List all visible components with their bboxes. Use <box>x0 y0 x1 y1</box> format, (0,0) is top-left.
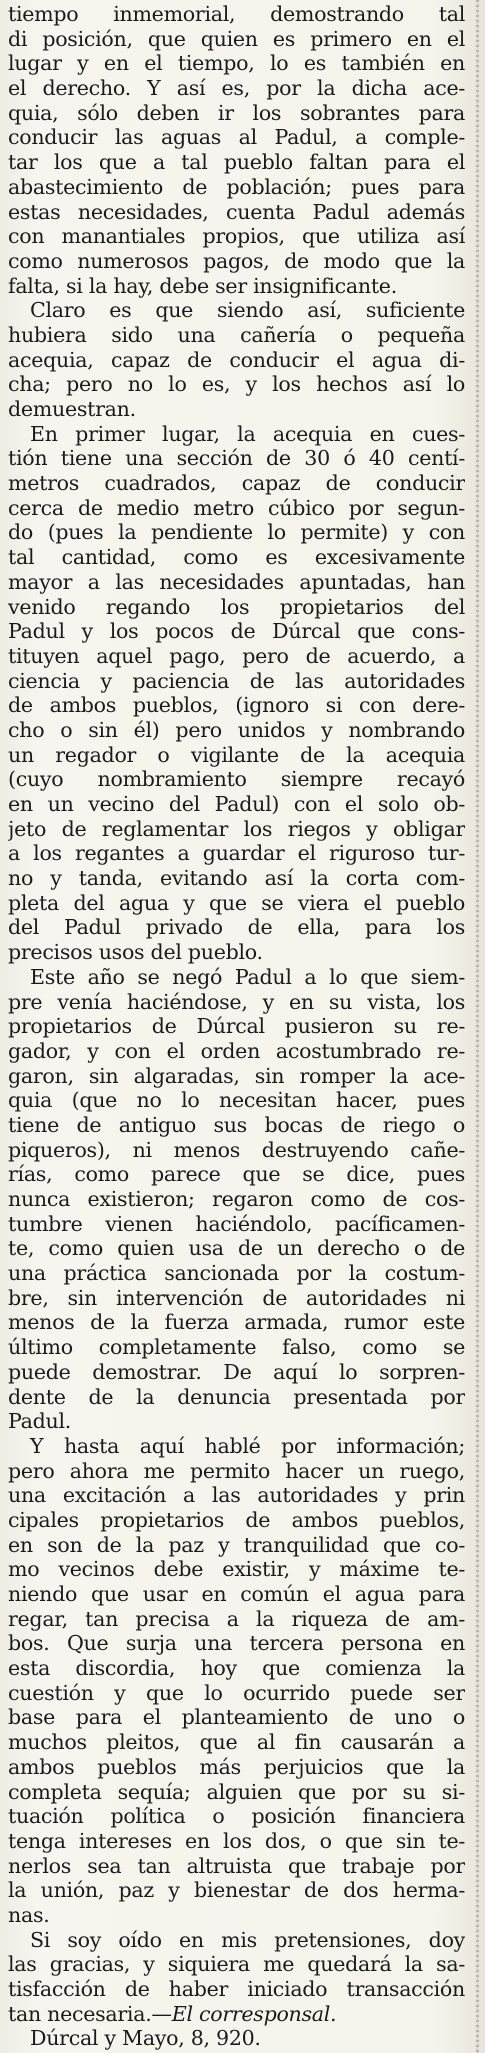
article-line: esta discordia, hoy que comienza la <box>8 1656 465 1681</box>
article-line: tiempo inmemorial, demostrando tal <box>8 2 465 26</box>
article-line: Claro es que siendo así, suficiente <box>30 298 465 323</box>
article-line: Si soy oído en mis pretensiones, doy <box>30 1927 465 1952</box>
article-line: niendo que usar en común el agua para <box>8 1582 465 1606</box>
article-line: abastecimiento de población; pues para <box>8 174 465 199</box>
article-line: cipales propietarios de ambos pueblos, <box>8 1507 465 1532</box>
article-line: a los regantes a guardar el riguroso tur- <box>8 841 465 866</box>
article-line: una práctica sancionada por la costum- <box>8 1261 465 1286</box>
article-column <box>8 2 465 2051</box>
article-line: di posición, que quien es primero en el <box>8 26 465 51</box>
article-line: Padul y los pocos de Dúrcal que cons- <box>8 619 465 644</box>
article-line: pero ahora me permito hacer un ruego, <box>8 1458 465 1483</box>
article-line: Y hasta aquí hablé por información; <box>30 1433 465 1458</box>
article-line: Este año se negó Padul a lo que siem- <box>30 964 465 989</box>
article-line: quia, sólo deben ir los sobrantes para <box>8 100 465 125</box>
article-line: una excitación a las autoridades y prin <box>8 1483 465 1508</box>
article-line: tiene de antiguo sus bocas de riego o <box>8 1112 465 1137</box>
article-line: regar, tan precisa a la riqueza de am- <box>8 1606 465 1631</box>
article-line: mayor a las necesidades apuntadas, han <box>8 569 465 594</box>
article-line: muchos pleitos, que al fin causarán a <box>8 1730 465 1755</box>
article-line: tal cantidad, como es excesivamente <box>8 545 465 570</box>
article-line: falta, si la hay, debe ser insignificante. <box>8 273 397 298</box>
article-line: en un vecino del Padul) con el solo ob- <box>8 792 465 816</box>
article-line: pleta del agua y que se viera el pueblo <box>8 890 465 915</box>
signature: El corresponsal. <box>171 2001 337 2026</box>
article-line: lugar y en el tiempo, lo es también en <box>8 51 465 76</box>
article-line: nunca existieron; regaron como de cos- <box>8 1187 465 1211</box>
article-line: cuestión y que lo ocurrido puede ser <box>8 1680 465 1705</box>
article-line: hubiera sido una cañería o pequeña <box>8 322 465 347</box>
article-line: con manantiales propios, que utiliza así <box>8 224 465 249</box>
article-line: bos. Que surja una tercera persona en <box>8 1631 465 1656</box>
article-line: Padul. <box>8 1409 71 1434</box>
article-line: tumbre vienen haciéndolo, pacíficamen- <box>8 1211 465 1236</box>
article-line: garon, sin algaradas, sin romper la ace- <box>8 1063 465 1088</box>
article-line: precisos usos del pueblo. <box>8 940 263 965</box>
article-line: como numerosos pagos, de modo que la <box>8 248 465 273</box>
article-line: de ambos pueblos, (ignoro si con dere- <box>8 693 465 718</box>
article-line: tuación política o posición financiera <box>8 1804 465 1829</box>
closing-line <box>8 2002 465 2027</box>
article-line: nerlos sea tan altruista que trabaje por <box>8 1853 465 1878</box>
article-line: tisfacción de haber iniciado transacción <box>8 1977 465 2001</box>
article-line: estas necesidades, cuenta Padul además <box>8 199 465 224</box>
article-line: metros cuadrados, capaz de conducir <box>8 471 465 496</box>
article-line: del Padul privado de ella, para los <box>8 915 465 940</box>
article-line: cha; pero no lo es, y los hechos así lo <box>8 372 465 397</box>
article-line: acequia, capaz de conducir el agua di- <box>8 347 465 372</box>
article-line: tión tiene una sección de 30 ó 40 centí- <box>8 446 465 471</box>
article-line: base para el planteamiento de uno o <box>8 1705 465 1730</box>
article-line: pre venía haciéndose, y en su vista, los <box>8 989 465 1014</box>
article-line: jeto de reglamentar los riegos y obligar <box>8 816 465 841</box>
article-line: menos de la fuerza armada, rumor este <box>8 1310 465 1335</box>
article-line: te, como quien usa de un derecho o de <box>8 1236 465 1261</box>
article-line: cho o sin él) pero unidos y nombrando <box>8 717 465 742</box>
article-line: las gracias, y siquiera me quedará la sa- <box>8 1952 465 1977</box>
article-line: (cuyo nombramiento siempre recayó <box>8 767 465 792</box>
article-line: do (pues la pendiente lo permite) y con <box>8 520 465 545</box>
article-line: mo vecinos debe existir, y máxime te- <box>8 1557 465 1582</box>
article-line: En primer lugar, la acequia en cues- <box>30 421 465 446</box>
article-line: tituyen aquel pago, pero de acuerdo, a <box>8 643 465 668</box>
article-line: puede demostrar. De aquí lo sorpren- <box>8 1359 465 1384</box>
article-line: bre, sin intervención de autoridades ni <box>8 1285 465 1310</box>
closing-text: tan necesaria.— <box>8 2001 172 2026</box>
article-line: tenga intereses en los dos, o que sin te- <box>8 1828 465 1853</box>
article-line: un regador o vigilante de la acequia <box>8 742 465 767</box>
article-line: no y tanda, evitando así la corta com- <box>8 866 465 891</box>
dateline: Dúrcal y Mayo, 8, 920. <box>30 2026 261 2051</box>
article-line: nas. <box>8 1902 50 1927</box>
article-line: completa sequía; alguien que por su si- <box>8 1779 465 1804</box>
article-line: piqueros), ni menos destruyendo cañe- <box>8 1137 465 1162</box>
article-line: dente de la denuncia presentada por <box>8 1384 465 1409</box>
article-line: rías, como parece que se dice, pues <box>8 1162 465 1187</box>
article-line: demuestran. <box>8 397 136 421</box>
column-rule <box>476 0 479 2053</box>
article-line: el derecho. Y así es, por la dicha ace- <box>8 76 465 101</box>
article-line: la unión, paz y bienestar de dos herma- <box>8 1878 465 1903</box>
article-line: quia (que no lo necesitan hacer, pues <box>8 1088 465 1113</box>
article-line: ambos pueblos más perjuicios que la <box>8 1754 465 1779</box>
article-line: en son de la paz y tranquilidad que co- <box>8 1532 465 1557</box>
article-line: último completamente falso, como se <box>8 1335 465 1360</box>
article-line: venido regando los propietarios del <box>8 594 465 619</box>
article-line: gador, y con el orden acostumbrado re- <box>8 1038 465 1063</box>
article-line: cerca de medio metro cúbico por segun- <box>8 495 465 520</box>
article-line: tar los que a tal pueblo faltan para el <box>8 150 465 175</box>
article-line: conducir las aguas al Padul, a comple- <box>8 125 465 150</box>
article-line: ciencia y paciencia de las autoridades <box>8 668 465 693</box>
article-line: propietarios de Dúrcal pusieron su re- <box>8 1014 465 1039</box>
